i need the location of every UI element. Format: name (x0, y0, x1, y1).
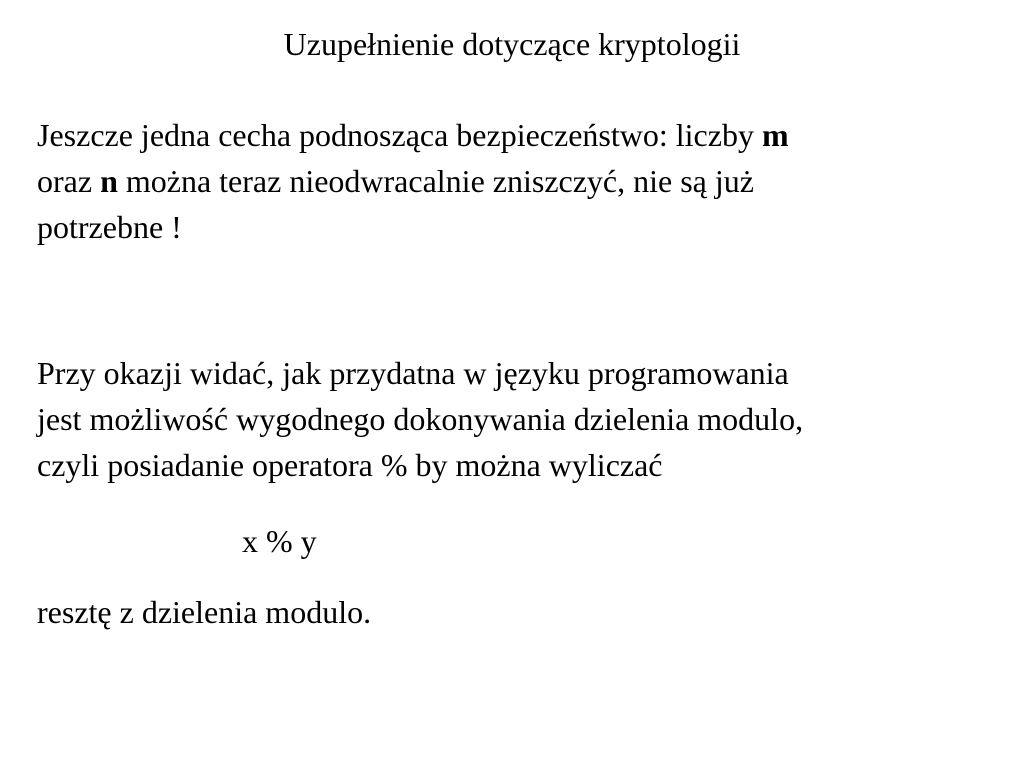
slide-title: Uzupełnienie dotyczące kryptologii (283, 26, 741, 62)
paragraph-modulo-line-1: Przy okazji widać, jak przydatna w języku programowania (37, 355, 789, 391)
line-text: oraz (37, 163, 101, 199)
paragraph-security-line-2 (37, 158, 997, 204)
line-text: można teraz nieodwracalnie zniszczyć, nie są już (117, 163, 754, 199)
line-text: Jeszcze jedna cecha podnosząca bezpieczeństwo: liczby (37, 117, 762, 153)
variable-n: n (100, 163, 118, 199)
paragraph-modulo (37, 350, 997, 488)
paragraph-remainder: resztę z dzielenia modulo. (37, 594, 372, 630)
paragraph-security-line-1 (37, 112, 997, 158)
paragraph-modulo-line-2: jest możliwość wygodnego dokonywania dzielenia modulo, (37, 401, 804, 437)
paragraph-security (37, 112, 997, 250)
paragraph-modulo-line-3: czyli posiadanie operatora % by można wyliczać (37, 447, 663, 483)
paragraph-security-line-3: potrzebne ! (37, 209, 182, 245)
modulo-formula: x % y (242, 523, 317, 559)
variable-m: m (761, 117, 789, 153)
